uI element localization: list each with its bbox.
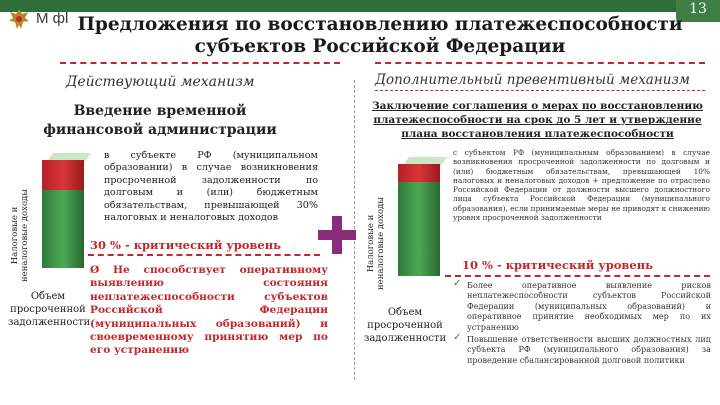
eagle-emblem-icon: [6, 6, 32, 32]
left-bullet-text: Не способствует оперативному выявлению состояния неплатежеспособности субъектов Российской Федерации (муниципальных образований) и своевременному принятию мер по его устранению: [90, 264, 328, 357]
list-item: ✓ Повышение ответственности высших должностных лиц субъекта РФ (муниципального образования) за проведение сбалансированной долговой политики: [453, 332, 711, 365]
left-threshold: 30 % - критический уровень: [90, 238, 281, 252]
list-item: ✓ Более оперативное выявление рисков неплатежеспособности субъектов Российской Федерации (муниципальных образований) и оперативное принятие необходимых мер по их устранению: [453, 278, 711, 332]
right-income-bar: [398, 164, 440, 276]
top-bar: [0, 0, 720, 12]
title-divider-left: [60, 62, 340, 64]
left-income-bar: [42, 160, 84, 268]
right-title-underline: [375, 90, 705, 91]
right-threshold-line: [445, 275, 710, 277]
left-bullet-marker: Ø: [90, 264, 100, 276]
right-threshold: 10 % - критический уровень: [462, 258, 653, 272]
right-axis-label: Налоговые и неналоговые доходы: [366, 196, 386, 290]
right-debt-segment: [398, 164, 440, 182]
checkmark-icon: ✓: [453, 278, 462, 289]
title-divider-right: [375, 62, 705, 64]
left-object-label: Объем просроченной задолженности: [8, 291, 91, 328]
checkmark-icon: ✓: [453, 332, 462, 344]
page-number: 13: [676, 0, 720, 22]
left-condition-text: в субъекте РФ (муниципальном образовании) в случае возникновения просроченной задолженности по долговым и (или) бюджетным обязательствам, превышающей 30% налоговых и неналоговых доходов: [104, 150, 318, 224]
left-threshold-line: [88, 254, 320, 256]
right-section-title: Дополнительный превентивный механизм: [375, 72, 690, 88]
left-debt-segment: [42, 160, 84, 190]
right-income-segment: [398, 182, 440, 276]
left-axis-label: Налоговые и неналоговые доходы: [10, 188, 30, 282]
left-heading: Введение временной финансовой администрации: [43, 103, 277, 138]
plus-icon: [318, 216, 356, 254]
ministry-logo: M фl: [36, 10, 69, 27]
right-bullet-list: [453, 280, 711, 367]
left-income-segment: [42, 190, 84, 268]
left-section-title: Действующий механизм: [66, 74, 255, 90]
page-title: Предложения по восстановлению платежеспособности субъектов Российской Федерации: [77, 14, 683, 57]
right-object-label: Объем просроченной задолженности: [363, 307, 447, 344]
right-condition-text: с субъектом РФ (муниципальным образованием) в случае возникновения просроченной задолженности по долговым и (или) бюджетным обязательствам, превышающей 10% налоговых и неналоговых доходов + предложение по отраслево Российской Федерации от должности высшего должностного лица субъекта Российской Федерации (муниципального образования), если принимаемые меры не приводят к снижению уровня просроченной задолженности: [453, 148, 710, 223]
left-bullet: [90, 264, 328, 358]
right-heading: Заключение соглашения о мерах по восстановлению платежеспособности на срок до 5 лет и утверждение плана восстановления платежеспособности: [372, 100, 703, 140]
